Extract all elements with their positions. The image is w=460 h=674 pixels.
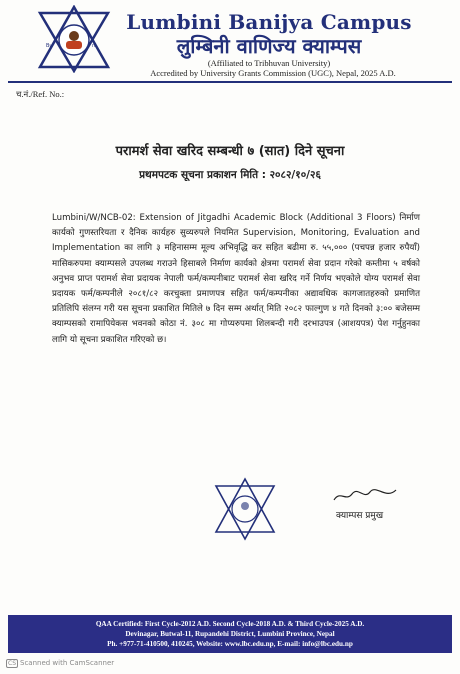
campus-logo-icon <box>36 5 112 73</box>
svg-text:Bu: Bu <box>46 43 53 49</box>
footer-address: Devinagar, Butwal-11, Rupandehi District, Lumbini Province, Nepal <box>125 630 335 638</box>
signatory-title: क्याम्पस प्रमुख <box>336 511 384 521</box>
footer-band <box>8 615 452 653</box>
affiliation-line: (Affiliated to Tribhuvan University) <box>207 58 331 68</box>
svg-text:ni: ni <box>92 43 97 49</box>
scanner-text: Scanned with CamScanner <box>20 659 115 667</box>
header-divider <box>8 81 452 83</box>
camscanner-icon: CS <box>8 660 16 667</box>
publication-date: प्रथमपटक सूचना प्रकाशन मिति : २०८२/१०/२६ <box>139 169 321 181</box>
accreditation-line: Accredited by University Grants Commission (UGC), Nepal, 2025 A.D. <box>150 68 396 78</box>
notice-body: Lumbini/W/NCB-02: Extension of Jitgadhi Academic Block (Additional 3 Floors) निर्माण कार्यको गुणस्तरियता र दैनिक कार्यहरु सुव्यरुपले नियमित Supervision, Monitoring, Evaluation and Implementation का लागि ३ महिनासम्म मूल्य अभिवृद्धि कर सहित बढीमा रु. ५५,००० (पचपन्न हजार रुपैयाँ) मासिकरुपमा क्याम्पसले उपलब्ध गराउने हिसाबले निर्माण कार्यको क्षेत्रमा परामर्श सेवा प्रदान गरेको कम्तीमा ५ वर्षको अनुभव प्राप्त परामर्श सेवा प्रदायक नेपाली फर्म/कम्पनीबाट परामर्श सेवा खरिद गर्ने निर्णय भएकोले योग्य परामर्श सेवा प्रदायक फर्म/कम्पनीले २०८१/८२ करचुक्ता प्रमाणपत्र सहित फर्म/कम्पनीका अद्यावधिक कागजातहरुको प्रमाणित प्रतिलिपि संलग्न गरी यस सूचना प्रकाशित मितिले ७ दिन सम्म अर्थात् मिति २०८२ फाल्गुण ४ गते दिनको ३:०० बजेसम्म क्याम्पसको रामापियेकस भवनको कोठा नं. ३०८ मा गोप्यरुपमा शिलबन्दी गरी दरभाउपत्र (आशयपत्र) पेश गर्नुहुनका लागि यो सूचना प्रकाशित गरिएको छ। <box>52 213 420 345</box>
signature-icon <box>330 486 400 506</box>
campus-name-english: Lumbini Banijya Campus <box>126 10 412 34</box>
footer-contact: Ph. +977-71-410500, 410245, Website: www.lbc.edu.np, E-mail: info@lbc.edu.np <box>107 640 353 648</box>
footer-certification: QAA Certified: First Cycle-2012 A.D. Second Cycle-2018 A.D. & Third Cycle-2025 A.D. <box>95 620 365 628</box>
campus-name-nepali: लुम्बिनी वाणिज्य क्याम्पस <box>176 34 362 58</box>
notice-title: परामर्श सेवा खरिद सम्बन्धी ७ (सात) दिने सूचना <box>115 144 345 159</box>
reference-number-label: च.नं./Ref. No.: <box>16 89 65 99</box>
scanner-watermark <box>6 659 114 668</box>
official-seal-icon <box>212 476 278 542</box>
